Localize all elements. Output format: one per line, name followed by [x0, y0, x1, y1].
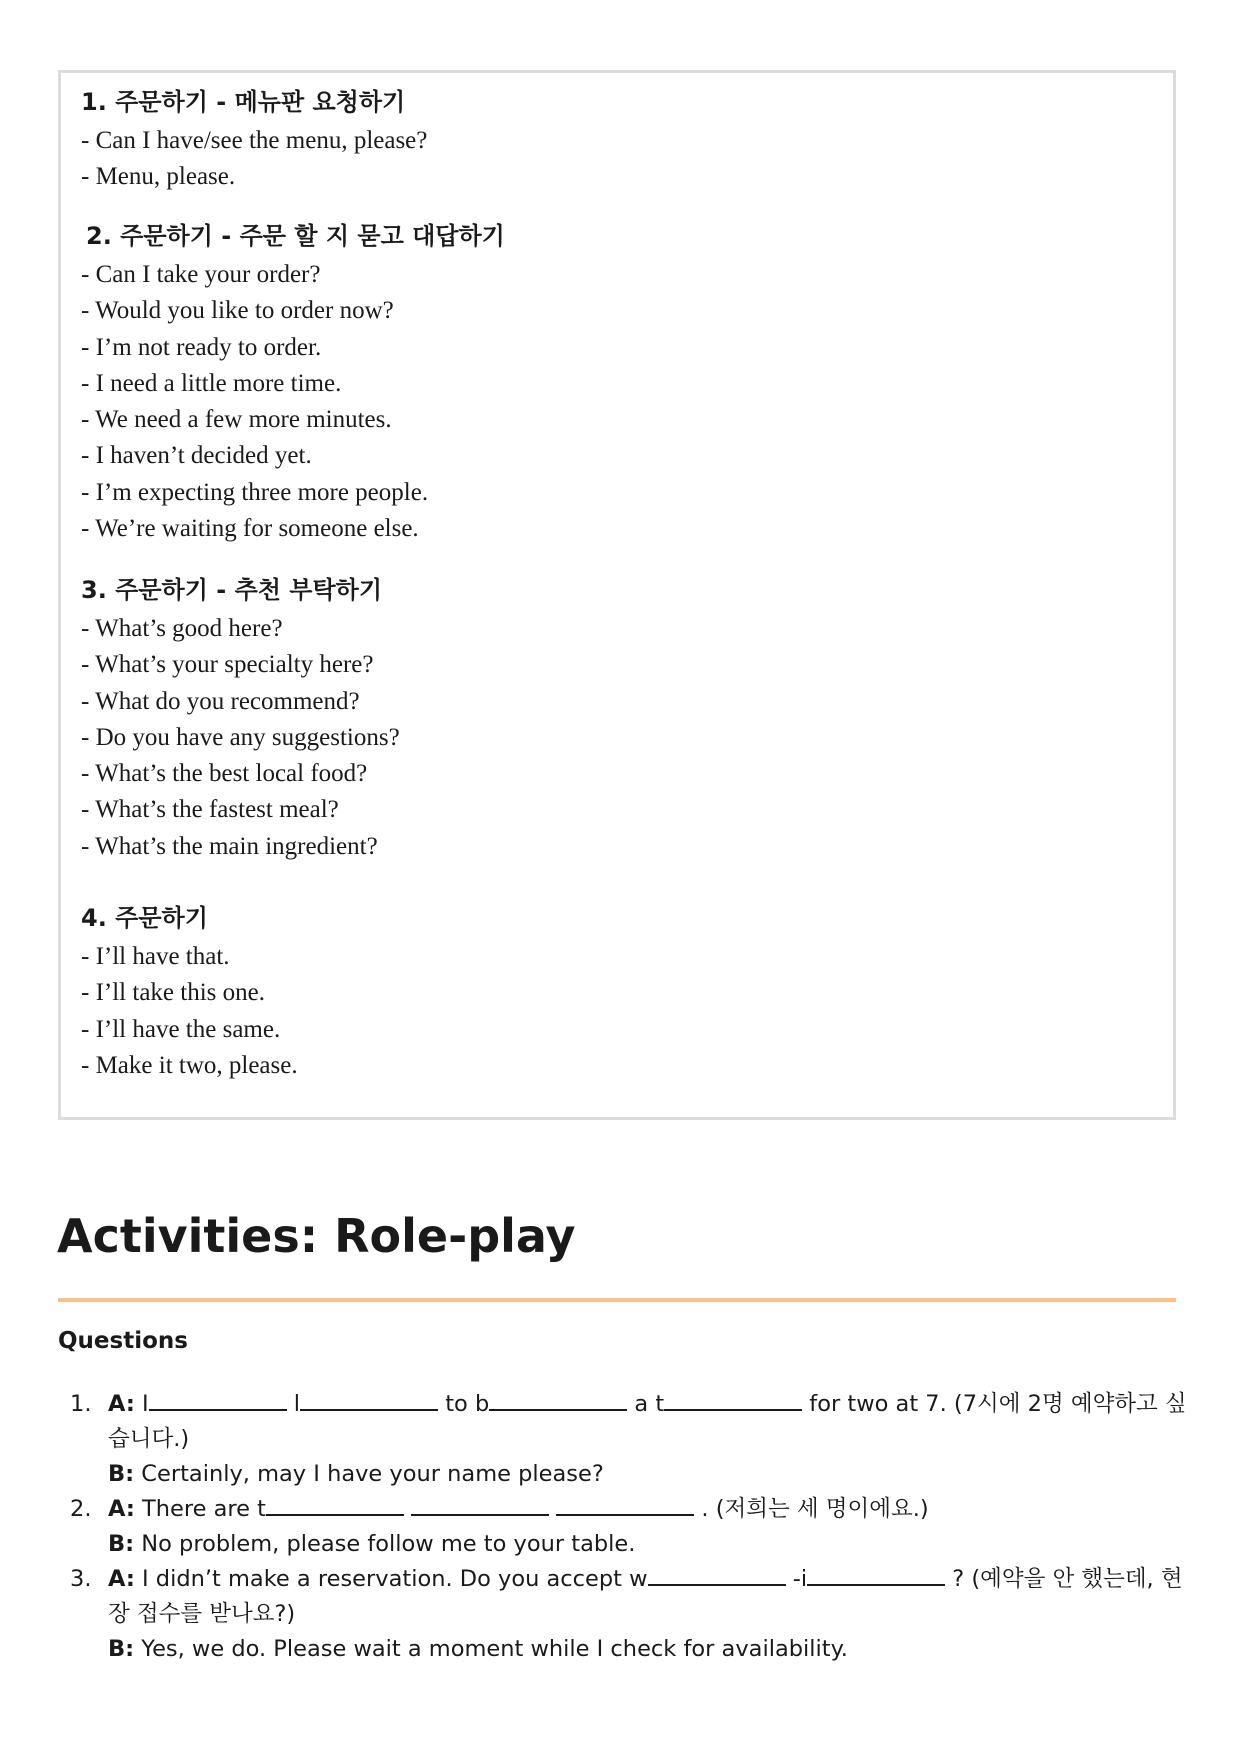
speaker-a-line	[108, 1492, 1188, 1527]
section-menu-request	[81, 87, 427, 196]
speaker-label: B:	[108, 1461, 135, 1487]
phrase-item: - What’s good here?	[81, 615, 283, 642]
phrase-item: - Menu, please.	[81, 163, 236, 191]
answer-blank[interactable]	[807, 1562, 945, 1586]
phrase-item: - I haven’t decided yet.	[81, 442, 312, 470]
speaker-a-line	[108, 1562, 1188, 1632]
answer-blank[interactable]	[411, 1492, 549, 1516]
divider	[58, 1298, 1176, 1302]
speaker-b-line	[108, 1632, 1188, 1667]
section-ordering	[81, 903, 298, 1084]
phrase-item: - I’m not ready to order.	[81, 333, 322, 361]
answer-blank[interactable]	[556, 1492, 694, 1516]
text-segment: Yes, we do. Please wait a moment while I check for availability.	[134, 1636, 848, 1662]
phrase-item: - What do you recommend?	[81, 687, 360, 715]
answer-blank[interactable]	[664, 1387, 802, 1411]
phrase-item: - I’ll have the same.	[81, 1015, 281, 1043]
text-segment: I didn’t make a reservation. Do you accept w	[134, 1566, 648, 1592]
text-segment: . (저희는 세 명이에요.)	[694, 1496, 929, 1522]
speaker-label: A:	[108, 1566, 135, 1592]
text-segment: Certainly, may I have your name please?	[134, 1461, 604, 1487]
speaker-label: B:	[108, 1531, 135, 1557]
speaker-label: A:	[108, 1391, 135, 1417]
phrase-item: - What’s the fastest meal?	[81, 796, 339, 824]
phrase-item: - Do you have any suggestions?	[81, 723, 400, 751]
phrases-box	[58, 70, 1176, 1120]
phrase-item: - I’m expecting three more people.	[81, 478, 429, 506]
speaker-label: B:	[108, 1636, 135, 1662]
questions-list	[70, 1387, 1188, 1667]
answer-blank[interactable]	[648, 1562, 786, 1586]
phrase-item: - What’s your specialty here?	[81, 651, 374, 679]
answer-blank[interactable]	[266, 1492, 404, 1516]
answer-blank[interactable]	[149, 1387, 287, 1411]
question-item	[70, 1492, 1188, 1562]
phrase-item: - Can I take your order?	[81, 261, 321, 288]
text-segment: to b	[438, 1391, 490, 1417]
section-heading: 3. 주문하기 - 추천 부탁하기	[81, 576, 383, 604]
question-number: 2.	[70, 1496, 92, 1522]
answer-blank[interactable]	[489, 1387, 627, 1411]
question-number: 1.	[70, 1391, 92, 1417]
section-heading: 2. 주문하기 - 주문 할 지 묻고 대답하기	[86, 222, 505, 250]
phrase-item: - What’s the main ingredient?	[81, 832, 378, 860]
speaker-b-line	[108, 1457, 1188, 1492]
question-number: 3.	[70, 1566, 92, 1592]
text-segment: a t	[627, 1391, 665, 1417]
phrase-item: - I’ll take this one.	[81, 979, 265, 1007]
text-segment: l	[286, 1391, 301, 1417]
phrase-item: - What’s the best local food?	[81, 760, 368, 788]
speaker-label: A:	[108, 1496, 135, 1522]
speaker-a-line	[108, 1387, 1188, 1457]
text-segment: -i	[785, 1566, 808, 1592]
phrase-item: - We need a few more minutes.	[81, 406, 392, 434]
activities-title: Activities: Role-play	[57, 1209, 576, 1263]
phrase-item: - I’ll have that.	[81, 943, 230, 970]
question-item	[70, 1387, 1188, 1492]
answer-blank[interactable]	[300, 1387, 438, 1411]
text-segment: ? (예약을 안 했는데, 현장 접수를 받나요?)	[108, 1566, 1183, 1627]
phrase-item: - Would you like to order now?	[81, 297, 394, 325]
phrase-item: - Make it two, please.	[81, 1051, 298, 1079]
text-segment: No problem, please follow me to your table.	[134, 1531, 636, 1557]
section-heading: 1. 주문하기 - 메뉴판 요청하기	[81, 88, 406, 116]
section-order-ready	[81, 221, 505, 547]
section-recommendation	[81, 575, 400, 865]
questions-heading: Questions	[58, 1328, 188, 1354]
question-item	[70, 1562, 1188, 1667]
text-segment: There are t	[134, 1496, 266, 1522]
section-heading: 4. 주문하기	[81, 904, 208, 932]
speaker-b-line	[108, 1527, 1188, 1562]
text-segment: I	[134, 1391, 149, 1417]
phrase-item: - I need a little more time.	[81, 369, 342, 397]
phrase-item: - Can I have/see the menu, please?	[81, 127, 428, 154]
text-segment: for two at 7. (7시에 2명 예약하고 싶습니다.)	[108, 1391, 1187, 1452]
phrase-item: - We’re waiting for someone else.	[81, 515, 419, 543]
